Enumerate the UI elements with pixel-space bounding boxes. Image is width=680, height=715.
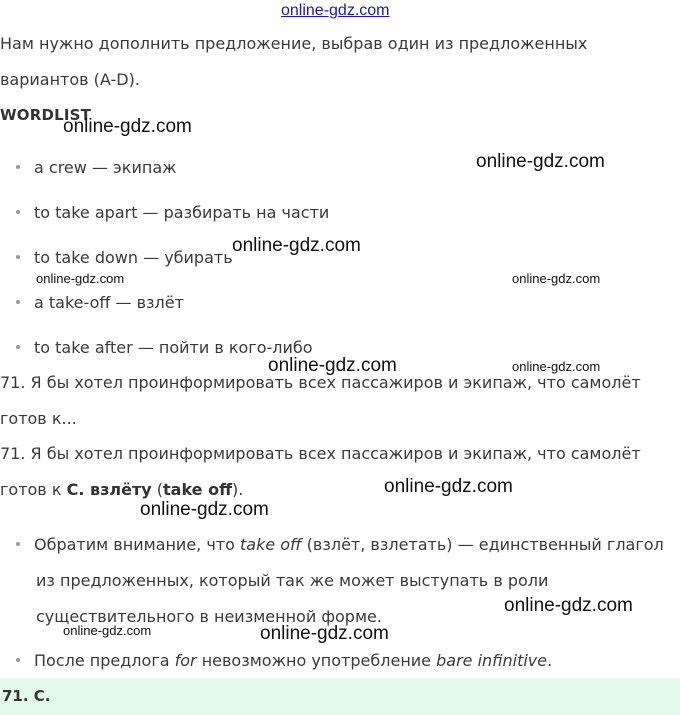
wordlist-item: a crew — экипаж [16, 158, 177, 177]
note-item: Обратим внимание, что take off (взлёт, взлетать) — единственный глагол [16, 535, 664, 554]
bullet-icon [16, 345, 20, 349]
wordlist-heading: WORDLIST [0, 106, 92, 124]
watermark: online-gdz.com [36, 271, 125, 286]
bullet-icon [16, 542, 20, 546]
bullet-icon [16, 658, 20, 662]
note-item-line-2: из предложенных, который так же может выступать в роли [36, 571, 549, 590]
watermark: online-gdz.com [476, 151, 605, 172]
watermark: online-gdz.com [260, 623, 389, 644]
solution-line-1: 71. Я бы хотел проинформировать всех пассажиров и экипаж, что самолёт [0, 444, 641, 463]
answer-choice: C. взлёту [66, 480, 152, 499]
watermark: online-gdz.com [140, 499, 269, 520]
bullet-icon [16, 255, 20, 259]
solution-line-2: готов к C. взлёту (take off). [0, 480, 244, 499]
wordlist-item: a take-off — взлёт [16, 293, 184, 312]
watermark: online-gdz.com [268, 355, 397, 376]
intro-line-1: Нам нужно дополнить предложение, выбрав один из предложенных [0, 34, 588, 53]
watermark: online-gdz.com [63, 623, 152, 638]
answer-text: 71. C. [2, 687, 51, 705]
watermark: online-gdz.com [512, 359, 601, 374]
watermark: online-gdz.com [512, 271, 601, 286]
bullet-icon [16, 210, 20, 214]
watermark: online-gdz.com [504, 595, 633, 616]
wordlist-item: to take down — убирать [16, 248, 233, 267]
wordlist-item: to take after — пойти в кого-либо [16, 338, 313, 357]
watermark-top[interactable]: online-gdz.com [281, 2, 390, 19]
intro-line-2: вариантов (A-D). [0, 70, 140, 89]
question-line-2: готов к... [0, 409, 77, 428]
watermark: online-gdz.com [232, 235, 361, 256]
note-item-line-3: существительного в неизменной форме. [36, 607, 382, 626]
question-line-1: 71. Я бы хотел проинформировать всех пассажиров и экипаж, что самолёт [0, 373, 641, 392]
answer-bar [0, 678, 680, 715]
wordlist-item: to take apart — разбирать на части [16, 203, 329, 222]
bullet-icon [16, 165, 20, 169]
answer-phrase: take off [163, 480, 233, 499]
watermark: online-gdz.com [63, 116, 192, 137]
note-item: После предлога for невозможно употребление bare infinitive. [16, 651, 552, 670]
bullet-icon [16, 300, 20, 304]
watermark: online-gdz.com [384, 476, 513, 497]
